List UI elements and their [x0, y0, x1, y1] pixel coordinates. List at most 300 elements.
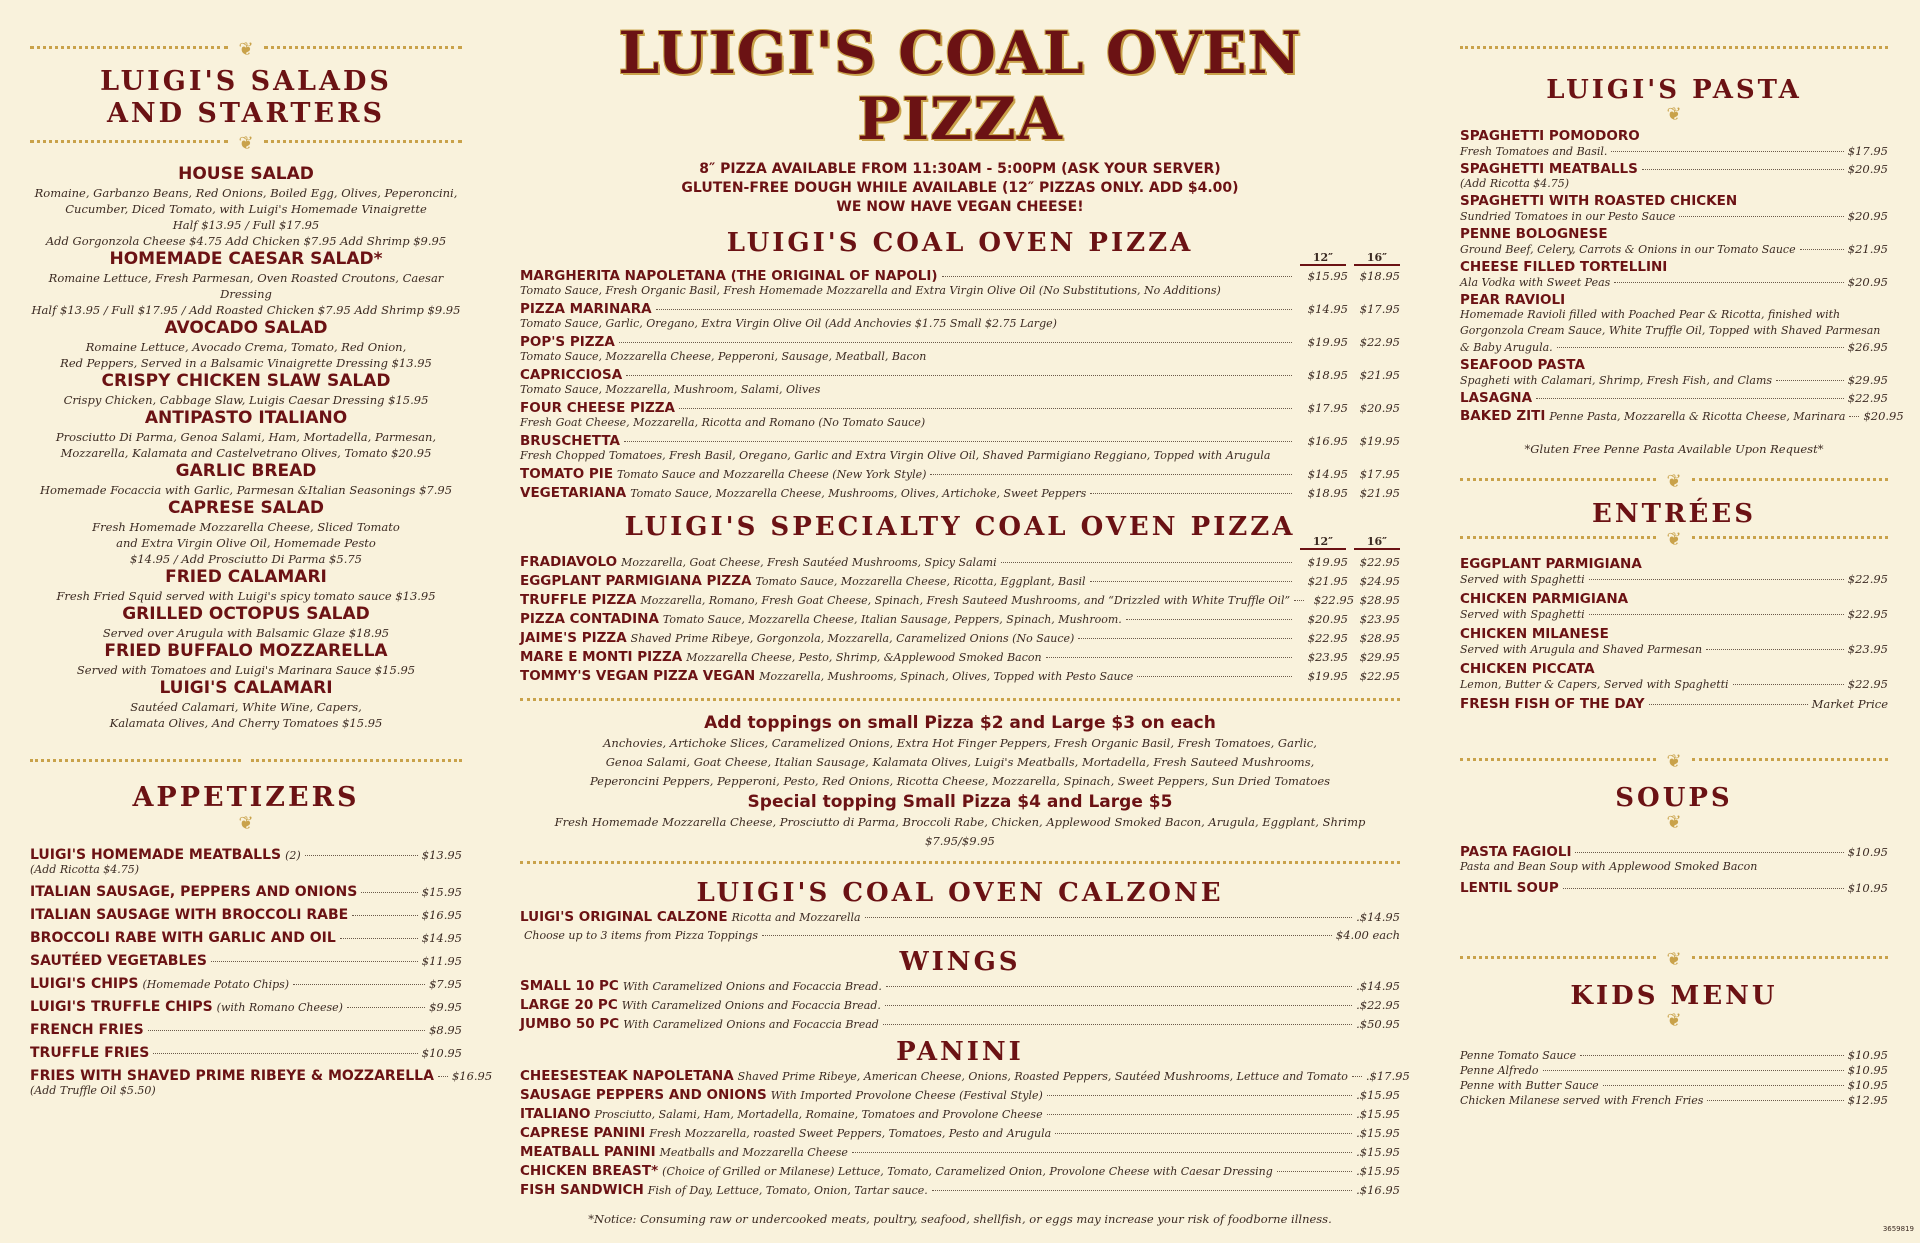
- dot-leader: [1733, 684, 1844, 685]
- pizza-item: [520, 367, 1400, 397]
- item-name: ITALIAN SAUSAGE WITH BROCCOLI RABE: [30, 907, 349, 923]
- panini-item: [520, 1144, 1400, 1160]
- flourish-icon: ❦: [1666, 104, 1682, 125]
- dot-leader: [1126, 619, 1292, 620]
- dot-leader: [1589, 579, 1844, 580]
- pizza-item: [520, 334, 1400, 364]
- item-desc: Tomato Sauce, Mozzarella Cheese, Mushrooms, Olives, Artichoke, Sweet Peppers: [630, 487, 1087, 500]
- kids-item: [1460, 1078, 1888, 1093]
- item-name: JUMBO 50 PC: [520, 1016, 620, 1032]
- item-desc: Fresh Tomatoes and Basil.: [1460, 145, 1608, 158]
- dot-leader: [762, 935, 1332, 936]
- dot-leader: [930, 474, 1292, 475]
- item-desc: Served with Spaghetti: [1460, 573, 1585, 586]
- dot-leader: [153, 1053, 417, 1054]
- entrees-list: [1460, 556, 1888, 712]
- item-name: VEGETARIANA: [520, 485, 627, 501]
- item-name: SAUTÉED VEGETABLES: [30, 953, 208, 969]
- item-desc: Pasta and Bean Soup with Applewood Smoked Bacon: [1460, 860, 1758, 873]
- right-column: [1460, 40, 1904, 1108]
- menu-row: [520, 367, 1400, 383]
- soups-title: SOUPS: [1615, 783, 1733, 813]
- price-small: $20.95: [1307, 612, 1348, 626]
- panini-item: [520, 1125, 1400, 1141]
- salad-item: [30, 164, 462, 249]
- item-name: Chicken Milanese served with French Fries: [1460, 1094, 1704, 1107]
- item-name: CAPRESE SALAD: [167, 498, 325, 518]
- dot-leader: [305, 855, 418, 856]
- item-name: FRIED CALAMARI: [165, 567, 327, 587]
- dot-leader: [438, 1076, 448, 1077]
- item-name: MARGHERITA NAPOLETANA (THE ORIGINAL OF NAPOLI): [520, 268, 938, 284]
- item-name: MEATBALL PANINI: [520, 1144, 656, 1160]
- item-name: SPAGHETTI POMODORO: [1460, 128, 1640, 144]
- appetizer-item: [30, 847, 462, 877]
- item-name: TOMMY'S VEGAN PIZZA VEGAN: [520, 668, 756, 684]
- item-desc: Sautéed Calamari, White Wine, Capers,: [130, 700, 362, 714]
- appetizer-item: [30, 884, 462, 900]
- item-desc: Mozzarella, Mushrooms, Spinach, Olives, Topped with Pesto Sauce: [759, 670, 1134, 683]
- notices: [520, 160, 1400, 217]
- size-large: 16″: [1354, 535, 1400, 550]
- menu-row: [520, 1163, 1400, 1179]
- item-desc: $14.95 / Add Prosciutto Di Parma $5.75: [130, 552, 362, 566]
- item-price: $22.95: [1847, 391, 1888, 405]
- item-desc: Half $13.95 / Full $17.95 / Add Roasted Chicken $7.95 Add Shrimp $9.95: [31, 303, 461, 317]
- flourish-icon: ❦: [238, 813, 254, 834]
- dot-leader: [1642, 169, 1844, 170]
- item-desc: (2): [285, 849, 301, 862]
- dot-leader: [1536, 398, 1844, 399]
- dot-leader: [1047, 1114, 1353, 1115]
- menu-row: [520, 466, 1400, 482]
- pasta-item: [1460, 390, 1888, 406]
- entree-item: [1460, 661, 1888, 692]
- item-desc: Gorgonzola Cream Sauce, White Truffle Oil, Topped with Shaved Parmesan: [1460, 324, 1881, 337]
- item-desc: Choose up to 3 items from Pizza Toppings: [524, 929, 758, 942]
- item-price: .$14.95: [1356, 910, 1400, 924]
- price-small: $21.95: [1307, 574, 1348, 588]
- item-name: FISH SANDWICH: [520, 1182, 644, 1198]
- item-desc: Spagheti with Calamari, Shrimp, Fresh Fish, and Clams: [1460, 374, 1773, 387]
- item-desc: Add Gorgonzola Cheese $4.75 Add Chicken $7.95 Add Shrimp $9.95: [45, 234, 447, 248]
- item-name: CHICKEN PARMIGIANA: [1460, 591, 1629, 607]
- middle-column: [520, 19, 1410, 1226]
- item-price: .$16.95: [1356, 1183, 1400, 1197]
- item-price: $4.00 each: [1335, 928, 1400, 942]
- specialty-item: [520, 592, 1400, 608]
- menu-row: [520, 1087, 1400, 1103]
- menu-row: [1460, 607, 1888, 622]
- appetizer-item: [30, 1068, 493, 1098]
- item-name: AVOCADO SALAD: [164, 318, 328, 338]
- item-price: $22.95: [1847, 572, 1888, 586]
- menu-row: [1460, 408, 1904, 424]
- menu-row: [520, 268, 1400, 284]
- item-desc: Ground Beef, Celery, Carrots & Onions in our Tomato Sauce: [1460, 243, 1796, 256]
- item-desc: & Baby Arugula.: [1460, 341, 1553, 354]
- item-desc: Prosciutto Di Parma, Genoa Salami, Ham, Mortadella, Parmesan,: [55, 430, 437, 444]
- item-desc: Shaved Prime Ribeye, American Cheese, Onions, Roasted Peppers, Sautéed Mushrooms, Lettuce and Tomato: [737, 1070, 1348, 1083]
- pasta-title: LUIGI'S PASTA: [1546, 75, 1802, 105]
- item-desc: Mozzarella, Goat Cheese, Fresh Sautéed Mushrooms, Spicy Salami: [621, 556, 997, 569]
- dot-leader: [1575, 852, 1843, 853]
- item-desc: With Caramelized Onions and Focaccia Bread: [623, 1018, 879, 1031]
- menu-row: [30, 930, 462, 946]
- footer-notice: *Notice: Consuming raw or undercooked meats, poultry, seafood, shellfish, or eggs may increase your risk of foodborne illness.: [588, 1212, 1332, 1226]
- price-small: $19.95: [1307, 555, 1348, 569]
- dot-leader: [1543, 1070, 1844, 1071]
- item-desc: Homemade Ravioli filled with Poached Pear & Ricotta, finished with: [1460, 308, 1841, 321]
- pizza-item: [520, 301, 1400, 331]
- divider: [1460, 752, 1888, 772]
- entree-item: [1460, 626, 1888, 657]
- item-desc: Kalamata Olives, And Cherry Tomatoes $15.95: [109, 716, 383, 730]
- dot-leader: [1589, 614, 1844, 615]
- item-desc: With Caramelized Onions and Focaccia Bread.: [621, 999, 881, 1012]
- wings-item: [520, 1016, 1400, 1032]
- menu-row: [520, 485, 1400, 501]
- divider: [30, 134, 462, 154]
- kids-title: KIDS MENU: [1570, 981, 1778, 1011]
- item-desc: Romaine, Garbanzo Beans, Red Onions, Boiled Egg, Olives, Peperoncini,: [34, 186, 458, 200]
- item-desc: Tomato Sauce, Garlic, Oregano, Extra Virgin Olive Oil (Add Anchovies $1.75 Small $2.75 Large): [520, 317, 1057, 330]
- dot-leader: [340, 938, 418, 939]
- menu-row: [30, 999, 462, 1015]
- item-name: CRISPY CHICKEN SLAW SALAD: [101, 371, 391, 391]
- item-desc: Tomato Sauce, Mozzarella Cheese, Ricotta, Eggplant, Basil: [755, 575, 1086, 588]
- divider: [1460, 46, 1888, 54]
- price-large: $24.95: [1359, 574, 1400, 588]
- item-name: HOMEMADE CAESAR SALAD*: [109, 249, 383, 269]
- flourish-icon: ❦: [1666, 529, 1682, 550]
- entree-item: [1460, 556, 1888, 587]
- special-topping-line: Fresh Homemade Mozzarella Cheese, Prosciutto di Parma, Broccoli Rabe, Chicken, Applewood Smoked Bacon, Arugula, Eggplant, Shrimp $7.95/$9.95: [554, 815, 1366, 848]
- menu-row: [30, 976, 462, 992]
- wings-item: [520, 978, 1400, 994]
- salad-item: [30, 567, 462, 604]
- pasta-item: [1460, 161, 1888, 191]
- toppings-line: Genoa Salami, Goat Cheese, Italian Sausage, Kalamata Olives, Luigi's Meatballs, Mortadella, Fresh Sauteed Mushrooms,: [605, 755, 1315, 769]
- panini-item: [520, 1068, 1410, 1084]
- item-price: $10.95: [1847, 1063, 1888, 1077]
- item-desc: Served with Arugula and Shaved Parmesan: [1460, 643, 1703, 656]
- dot-leader: [679, 408, 1292, 409]
- item-name: EGGPLANT PARMIGIANA PIZZA: [520, 573, 752, 589]
- item-price: $26.95: [1847, 340, 1888, 354]
- item-desc: (with Romano Cheese): [216, 1001, 343, 1014]
- panini-item: [520, 1087, 1400, 1103]
- menu-row: [520, 301, 1400, 317]
- flourish-icon: ❦: [1666, 1010, 1682, 1031]
- item-name: TRUFFLE FRIES: [30, 1045, 150, 1061]
- menu-row: [520, 978, 1400, 994]
- item-name: LUIGI'S TRUFFLE CHIPS: [30, 999, 213, 1015]
- toppings-title: Add toppings on small Pizza $2 and Large $3 on each: [704, 713, 1216, 733]
- item-price: $20.95: [1847, 162, 1888, 176]
- menu-row: [520, 433, 1400, 449]
- dot-leader: [626, 375, 1292, 376]
- item-price: .$15.95: [1356, 1126, 1400, 1140]
- item-name: CHEESE FILLED TORTELLINI: [1460, 259, 1668, 275]
- price-large: $21.95: [1359, 368, 1400, 382]
- item-name: LUIGI'S CALAMARI: [159, 678, 333, 698]
- salad-item: [30, 249, 462, 318]
- item-desc: Fresh Chopped Tomatoes, Fresh Basil, Oregano, Garlic and Extra Virgin Olive Oil, Shaved Parmigiano Reggiano, Topped with Arugula: [520, 449, 1271, 462]
- specialty-list: [520, 554, 1400, 684]
- dot-leader: [1679, 216, 1843, 217]
- item-price: $20.95: [1847, 209, 1888, 223]
- item-note: (Add Ricotta $4.75): [30, 863, 140, 876]
- item-desc: With Caramelized Onions and Focaccia Bread.: [622, 980, 882, 993]
- item-desc: Sundried Tomatoes in our Pesto Sauce: [1460, 210, 1676, 223]
- pasta-item: [1460, 193, 1888, 224]
- item-desc: Lemon, Butter & Capers, Served with Spaghetti: [1460, 678, 1729, 691]
- item-name: TRUFFLE PIZZA: [520, 592, 637, 608]
- item-name: BAKED ZITI: [1460, 408, 1546, 424]
- menu-row: [520, 400, 1400, 416]
- item-desc: Served with Tomatoes and Luigi's Marinara Sauce $15.95: [76, 663, 416, 677]
- menu-row: [520, 1125, 1400, 1141]
- flourish-icon: ❦: [1666, 751, 1682, 772]
- item-price: $22.95: [1847, 607, 1888, 621]
- flourish-icon: ❦: [1666, 949, 1682, 970]
- menu-row: [1460, 373, 1888, 388]
- item-desc: (Choice of Grilled or Milanese) Lettuce, Tomato, Caramelized Onion, Provolone Cheese with Caesar Dressing: [662, 1165, 1273, 1178]
- item-desc: Tomato Sauce, Mozzarella Cheese, Italian Sausage, Peppers, Spinach, Mushroom.: [662, 613, 1122, 626]
- item-price: $10.95: [421, 1046, 462, 1060]
- price-small: $19.95: [1307, 669, 1348, 683]
- menu-row: [1460, 340, 1888, 355]
- item-name: FRIED BUFFALO MOZZARELLA: [104, 641, 388, 661]
- menu-row: [1460, 696, 1888, 712]
- item-price: $16.95: [421, 908, 462, 922]
- menu-row: [30, 907, 462, 923]
- item-name: FRESH FISH OF THE DAY: [1460, 696, 1645, 712]
- wings-list: [520, 978, 1400, 1032]
- price-large: $22.95: [1359, 335, 1400, 349]
- pasta-item: [1460, 259, 1888, 290]
- pasta-item: [1460, 292, 1888, 322]
- item-price: $10.95: [1847, 845, 1888, 859]
- dot-leader: [1614, 282, 1843, 283]
- item-name: Penne Alfredo: [1460, 1064, 1539, 1077]
- price-large: $20.95: [1359, 401, 1400, 415]
- menu-row: [520, 649, 1400, 665]
- item-desc: Fish of Day, Lettuce, Tomato, Onion, Tartar sauce.: [647, 1184, 928, 1197]
- price-small: $18.95: [1307, 368, 1348, 382]
- size-small: 12″: [1300, 251, 1346, 266]
- dot-leader: [886, 986, 1352, 987]
- menu-row: [520, 1068, 1410, 1084]
- dot-leader: [352, 915, 418, 916]
- dot-leader: [1776, 380, 1844, 381]
- salad-item: [30, 408, 462, 461]
- item-desc: Prosciutto, Salami, Ham, Mortadella, Romaine, Tomatoes and Provolone Cheese: [594, 1108, 1043, 1121]
- item-name: CAPRESE PANINI: [520, 1125, 646, 1141]
- dot-leader: [885, 1005, 1352, 1006]
- dot-leader: [1611, 151, 1843, 152]
- menu-row: [520, 573, 1400, 589]
- item-price: .$15.95: [1356, 1164, 1400, 1178]
- appetizers-title: APPETIZERS: [132, 782, 360, 813]
- item-name: SEAFOOD PASTA: [1460, 357, 1585, 373]
- item-desc: Fresh Homemade Mozzarella Cheese, Sliced Tomato: [92, 520, 400, 534]
- appetizer-item: [30, 953, 462, 969]
- salad-item: [30, 641, 462, 678]
- appetizer-item: [30, 930, 462, 946]
- appetizer-item: [30, 1022, 462, 1038]
- item-desc: Mozzarella, Kalamata and Castelvetrano Olives, Tomato $20.95: [60, 446, 432, 460]
- item-desc: Fresh Fried Squid served with Luigi's spicy tomato sauce $13.95: [56, 589, 436, 603]
- price-large: $18.95: [1359, 269, 1400, 283]
- item-name: PIZZA CONTADINA: [520, 611, 659, 627]
- price-large: $29.95: [1359, 650, 1400, 664]
- calzone-title: LUIGI'S COAL OVEN CALZONE: [696, 878, 1224, 908]
- menu-row: [1460, 209, 1888, 224]
- pasta-item: [1460, 357, 1888, 388]
- item-name: PEAR RAVIOLI: [1460, 292, 1566, 308]
- item-desc: Tomato Sauce, Fresh Organic Basil, Fresh Homemade Mozzarella and Extra Virgin Olive Oil (No Substitutions, No Additions): [520, 284, 1221, 297]
- item-desc: Ricotta and Mozzarella: [731, 911, 861, 924]
- item-name: CAPRICCIOSA: [520, 367, 623, 383]
- item-desc: and Extra Virgin Olive Oil, Homemade Pesto: [116, 536, 376, 550]
- item-desc: Cucumber, Diced Tomato, with Luigi's Homemade Vinaigrette: [65, 202, 427, 216]
- dot-leader: [1800, 249, 1844, 250]
- item-name: CHICKEN PICCATA: [1460, 661, 1595, 677]
- item-name: BROCCOLI RABE WITH GARLIC AND OIL: [30, 930, 336, 946]
- item-desc: Tomato Sauce, Mozzarella Cheese, Pepperoni, Sausage, Meatball, Bacon: [520, 350, 927, 363]
- notice-line: GLUTEN-FREE DOUGH WHILE AVAILABLE (12″ PIZZAS ONLY. ADD $4.00): [681, 180, 1239, 196]
- item-desc: With Imported Provolone Cheese (Festival Style): [770, 1089, 1043, 1102]
- panini-item: [520, 1182, 1400, 1198]
- item-price: $12.95: [1847, 1093, 1888, 1107]
- pizza-item: [520, 433, 1400, 463]
- specialty-item: [520, 668, 1400, 684]
- dot-leader: [932, 1190, 1352, 1191]
- pizza-item: [520, 268, 1400, 298]
- item-desc: Fresh Mozzarella, roasted Sweet Peppers, Tomatoes, Pesto and Arugula: [649, 1127, 1052, 1140]
- dot-leader: [1707, 1100, 1843, 1101]
- menu-row: [520, 928, 1400, 942]
- item-price: $29.95: [1847, 373, 1888, 387]
- item-price: .$22.95: [1356, 998, 1400, 1012]
- item-name: SPAGHETTI MEATBALLS: [1460, 161, 1638, 177]
- item-name: LUIGI'S CHIPS: [30, 976, 139, 992]
- item-desc: Romaine Lettuce, Avocado Crema, Tomato, Red Onion,: [85, 340, 407, 354]
- pizza-title: LUIGI'S COAL OVEN PIZZA: [726, 228, 1194, 258]
- menu-row: [1460, 642, 1888, 657]
- menu-row: [30, 1045, 462, 1061]
- kids-item: [1460, 1093, 1888, 1108]
- item-desc: Meatballs and Mozzarella Cheese: [659, 1146, 848, 1159]
- item-price: $7.95: [429, 977, 462, 991]
- menu-row: [1460, 844, 1888, 860]
- item-price: $14.95: [421, 931, 462, 945]
- item-name: FRIES WITH SHAVED PRIME RIBEYE & MOZZARELLA: [30, 1068, 434, 1084]
- item-price: $20.95: [1863, 409, 1904, 423]
- soup-item: [1460, 844, 1888, 874]
- item-name: SMALL 10 PC: [520, 978, 619, 994]
- menu-row: [520, 630, 1400, 646]
- item-name: SAUSAGE PEPPERS AND ONIONS: [520, 1087, 767, 1103]
- menu-row: [1460, 390, 1888, 406]
- wings-item: [520, 997, 1400, 1013]
- price-small: $22.95: [1313, 593, 1355, 607]
- item-desc: Ala Vodka with Sweet Peas: [1460, 276, 1611, 289]
- pasta-item: [1460, 128, 1888, 159]
- dot-leader: [1649, 704, 1808, 705]
- appetizer-item: [30, 999, 462, 1015]
- size-small: 12″: [1300, 535, 1346, 550]
- dot-leader: [1277, 1171, 1352, 1172]
- kids-list: [1460, 1048, 1888, 1108]
- item-name: FRADIAVOLO: [520, 554, 618, 570]
- menu-row: [520, 554, 1400, 570]
- item-name: GRILLED OCTOPUS SALAD: [122, 604, 370, 624]
- pasta-item: [1460, 408, 1904, 424]
- price-small: $23.95: [1307, 650, 1348, 664]
- dot-leader: [1603, 1085, 1844, 1086]
- dot-leader: [1047, 1095, 1352, 1096]
- wings-title: WINGS: [899, 947, 1021, 977]
- item-price: $11.95: [421, 954, 462, 968]
- notice-line: WE NOW HAVE VEGAN CHEESE!: [836, 199, 1084, 215]
- pasta-item: [1460, 340, 1888, 355]
- item-name: LARGE 20 PC: [520, 997, 618, 1013]
- item-price: .$50.95: [1356, 1017, 1400, 1031]
- dot-leader: [656, 309, 1292, 310]
- item-name: CHEESESTEAK NAPOLETANA: [520, 1068, 734, 1084]
- item-price: $8.95: [429, 1023, 462, 1037]
- pasta-list: [1460, 128, 1904, 424]
- item-desc: (Add Ricotta $4.75): [1460, 177, 1570, 190]
- item-price: $21.95: [1847, 242, 1888, 256]
- menu-row: [1460, 677, 1888, 692]
- price-small: $17.95: [1307, 401, 1348, 415]
- dot-leader: [1294, 600, 1304, 601]
- item-name: TOMATO PIE: [520, 466, 614, 482]
- main-title: LUIGI'S COAL OVEN PIZZA: [618, 19, 1302, 153]
- item-price: $23.95: [1847, 642, 1888, 656]
- salad-item: [30, 678, 462, 731]
- dot-leader: [1580, 1055, 1844, 1056]
- item-desc: Tomato Sauce, Mozzarella, Mushroom, Salami, Olives: [520, 383, 821, 396]
- price-large: $19.95: [1359, 434, 1400, 448]
- notice-line: 8″ PIZZA AVAILABLE FROM 11:30AM - 5:00PM (ASK YOUR SERVER): [699, 161, 1221, 177]
- item-desc: Mozzarella, Romano, Fresh Goat Cheese, Spinach, Fresh Sauteed Mushrooms, and “Drizzled with White Truffle Oil”: [640, 594, 1291, 607]
- item-name: LENTIL SOUP: [1460, 880, 1559, 896]
- panini-item: [520, 1106, 1400, 1122]
- item-name: PASTA FAGIOLI: [1460, 844, 1572, 860]
- item-price: .$15.95: [1356, 1145, 1400, 1159]
- divider: [520, 698, 1400, 706]
- menu-row: [1460, 275, 1888, 290]
- item-price: .$17.95: [1365, 1069, 1410, 1083]
- menu-row: [1460, 572, 1888, 587]
- item-desc: Romaine Lettuce, Fresh Parmesan, Oven Roasted Croutons, Caesar Dressing: [48, 271, 444, 301]
- panini-item: [520, 1163, 1400, 1179]
- item-desc: Crispy Chicken, Cabbage Slaw, Luigis Caesar Dressing $15.95: [63, 393, 429, 407]
- toppings: [520, 712, 1400, 851]
- dot-leader: [1849, 416, 1859, 417]
- item-name: CHICKEN MILANESE: [1460, 626, 1609, 642]
- menu-row: [1460, 880, 1888, 896]
- item-name: JAIME'S PIZZA: [520, 630, 627, 646]
- item-note: (Add Truffle Oil $5.50): [30, 1084, 156, 1097]
- size-large: 16″: [1354, 251, 1400, 266]
- item-price: .$14.95: [1356, 979, 1400, 993]
